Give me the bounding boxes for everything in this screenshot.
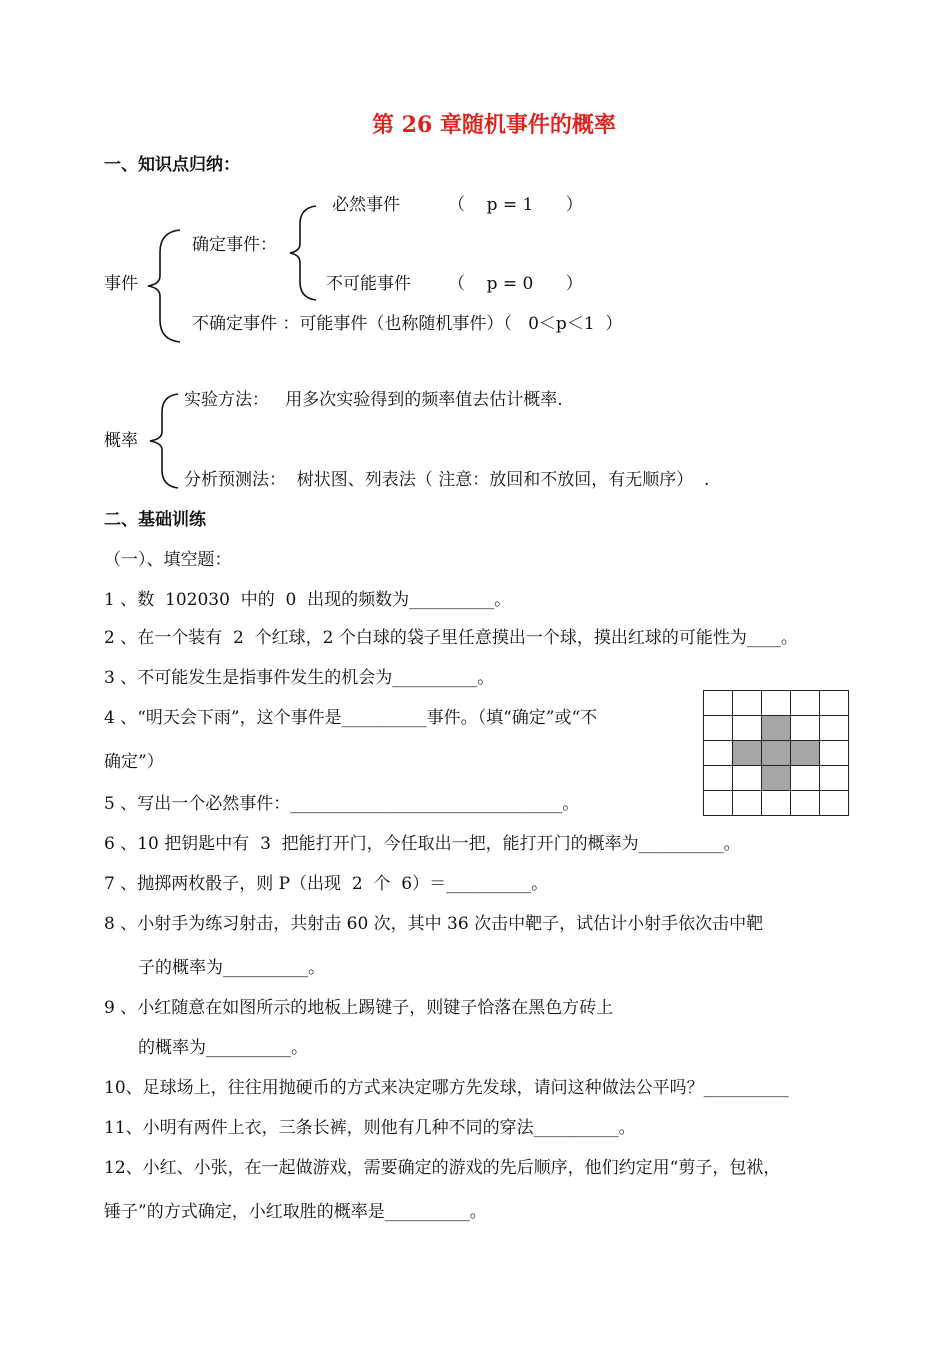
probability-brace	[146, 392, 182, 490]
light-tile	[791, 716, 820, 741]
light-tile	[791, 766, 820, 791]
light-tile	[733, 766, 762, 791]
light-tile	[733, 791, 762, 816]
page-title: 第 26 章随机事件的概率	[372, 112, 616, 138]
floor-tile-figure	[703, 690, 849, 816]
probability-label: 概率	[104, 431, 138, 451]
dark-tile	[762, 716, 791, 741]
light-tile	[820, 766, 849, 791]
dark-tile	[791, 741, 820, 766]
event-brace	[144, 228, 184, 344]
impossible-probability: （ p = 0 ）	[448, 274, 583, 294]
question-2: 2 、在一个装有 2 个红球，2 个白球的袋子里任意摸出一个球，摸出红球的可能性为____。	[104, 628, 798, 648]
question-10: 10、足球场上，往往用抛硬币的方式来决定哪方先发球，请问这种做法公平吗？__________	[104, 1078, 789, 1098]
light-tile	[704, 766, 733, 791]
event-label: 事件	[104, 274, 138, 294]
light-tile	[820, 716, 849, 741]
question-6: 6 、10 把钥匙中有 3 把能打开门，今任取出一把，能打开门的概率为__________。	[104, 834, 741, 854]
light-tile	[762, 791, 791, 816]
light-tile	[820, 741, 849, 766]
inevitable-probability: （ p = 1 ）	[448, 195, 583, 215]
light-tile	[733, 691, 762, 716]
light-tile	[820, 691, 849, 716]
light-tile	[791, 791, 820, 816]
question-1: 1 、数 102030 中的 0 出现的频数为__________。	[104, 590, 512, 610]
section1-heading: 一、知识点归纳：	[104, 155, 240, 175]
section2-heading: 二、基础训练	[104, 510, 206, 530]
question-9-line2: 的概率为__________。	[138, 1038, 308, 1058]
light-tile	[820, 791, 849, 816]
light-tile	[733, 716, 762, 741]
analysis-method: 分析预测法： 树状图、列表法（ 注意：放回和不放回，有无顺序） .	[184, 470, 710, 490]
question-4-line1: 4 、“明天会下雨”，这个事件是__________事件。（填“确定”或“不	[104, 708, 598, 728]
dark-tile	[762, 766, 791, 791]
question-12-line1: 12、小红、小张，在一起做游戏，需要确定的游戏的先后顺序，他们约定用“剪子，包袱，	[104, 1158, 781, 1178]
light-tile	[704, 741, 733, 766]
experiment-method: 实验方法： 用多次实验得到的频率值去估计概率.	[184, 390, 563, 410]
question-9-line1: 9 、小红随意在如图所示的地板上踢键子，则键子恰落在黑色方砖上	[104, 998, 614, 1018]
dark-tile	[733, 741, 762, 766]
question-5: 5 、写出一个必然事件：________________________________。	[104, 794, 580, 814]
light-tile	[704, 791, 733, 816]
question-11: 11、小明有两件上衣，三条长裤，则他有几种不同的穿法__________。	[104, 1118, 636, 1138]
light-tile	[762, 691, 791, 716]
question-8-line2: 子的概率为__________。	[138, 958, 325, 978]
question-8-line1: 8 、小射手为练习射击，共射击 60 次，其中 36 次击中靶子，试估计小射手依次击中靶	[104, 914, 764, 934]
question-12-line2: 锤子”的方式确定，小红取胜的概率是__________。	[104, 1202, 487, 1222]
question-7: 7 、抛掷两枚骰子，则 P（出现 2 个 6）＝__________。	[104, 874, 549, 894]
certain-label: 确定事件：	[192, 235, 277, 255]
inevitable-event: 必然事件	[332, 195, 400, 215]
fill-in-subheading: （一）、填空题：	[104, 550, 232, 570]
dark-tile	[762, 741, 791, 766]
light-tile	[704, 691, 733, 716]
uncertain-event: 不确定事件 ：可能事件（也称随机事件）（ 0＜p＜1 ）	[192, 314, 623, 334]
light-tile	[791, 691, 820, 716]
question-4-line2: 确定”）	[104, 752, 164, 772]
impossible-event: 不可能事件	[326, 274, 411, 294]
certain-brace	[286, 204, 322, 302]
question-3: 3 、不可能发生是指事件发生的机会为__________。	[104, 668, 495, 688]
light-tile	[704, 716, 733, 741]
